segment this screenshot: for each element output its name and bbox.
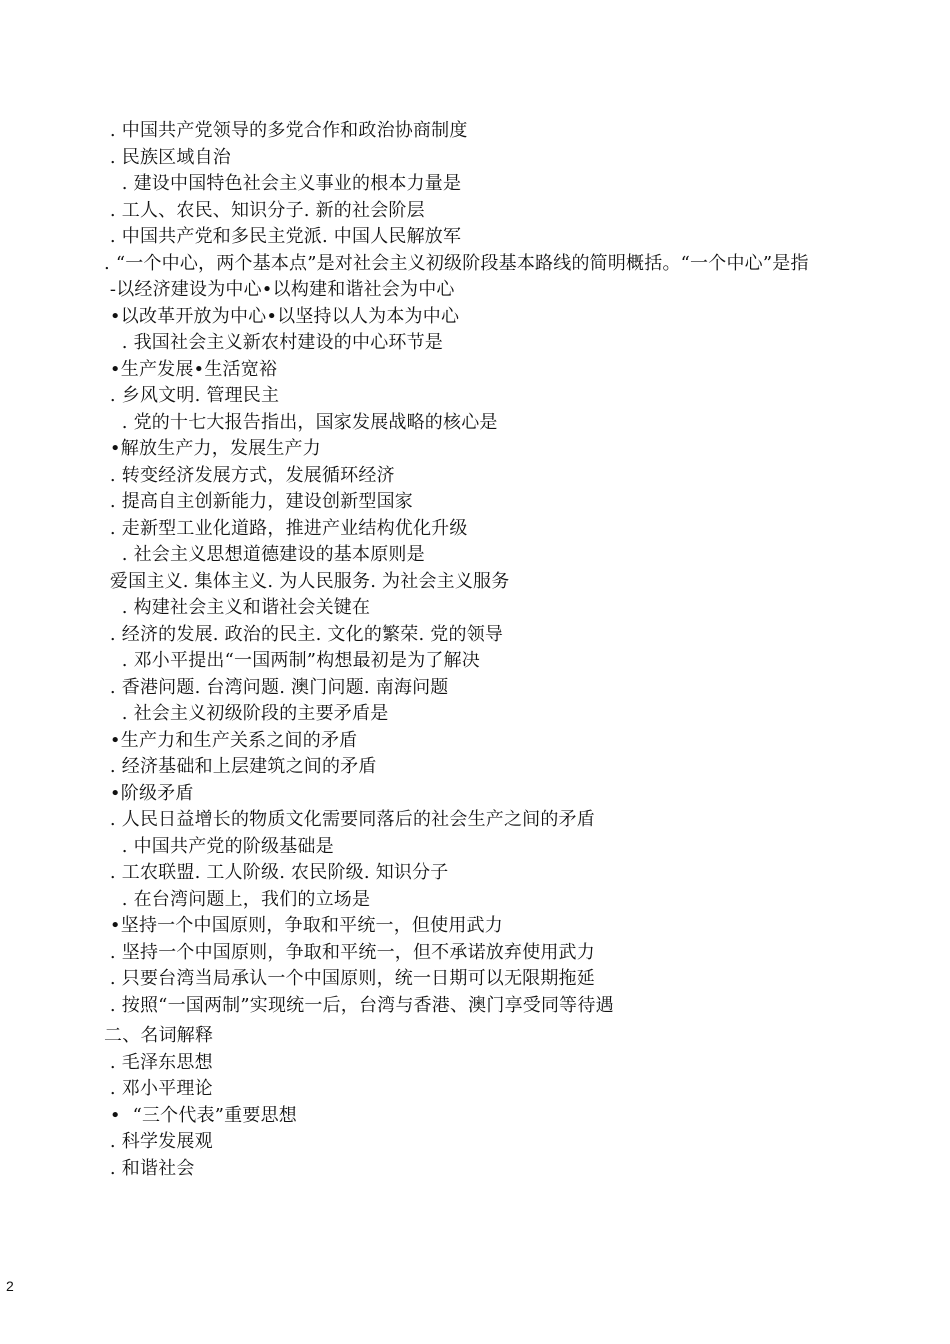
text-line: . 乡风文明. 管理民主 [104, 385, 280, 406]
section-heading: 二、名词解释 [104, 1025, 214, 1046]
text-line: • “三个代表”重要思想 [104, 1104, 297, 1126]
text-line: . 工人、农民、知识分子. 新的社会阶层 [104, 199, 425, 221]
text-line: . 工农联盟. 工人阶级. 农民阶级. 知识分子 [104, 862, 449, 883]
text-line: . 和谐社会 [104, 1157, 195, 1179]
text-line: . 毛泽东思想 [104, 1051, 213, 1073]
text-line: . 中国共产党领导的多党合作和政治协商制度 [104, 120, 468, 141]
document-body [104, 118, 844, 1182]
text-line: . 只要台湾当局承认一个中国原则，统一日期可以无限期拖延 [104, 968, 595, 989]
question-line: . 在台湾问题上，我们的立场是 [104, 888, 371, 910]
text-line: •生产力和生产关系之间的矛盾 [104, 729, 358, 751]
text-line: . 按照“一国两制”实现统一后，台湾与香港、澳门享受同等待遇 [104, 994, 614, 1016]
text-line: •坚持一个中国原则，争取和平统一，但使用武力 [104, 915, 503, 936]
question-line: . 建设中国特色社会主义事业的根本力量是 [104, 173, 462, 194]
question-line: . “一个中心，两个基本点”是对社会主义初级阶段基本路线的简明概括。“一个中心”是指 [104, 252, 809, 274]
question-line: . 邓小平提出“一国两制”构想最初是为了解决 [104, 650, 481, 671]
text-line: . 香港问题. 台湾问题. 澳门问题. 南海问题 [104, 676, 449, 698]
text-line: -以经济建设为中心•以构建和谐社会为中心 [104, 279, 455, 300]
text-line: •生产发展•生活宽裕 [104, 358, 278, 380]
question-line: . 中国共产党的阶级基础是 [104, 835, 334, 857]
text-line: . 中国共产党和多民主党派. 中国人民解放军 [104, 226, 462, 247]
text-line: . 坚持一个中国原则，争取和平统一，但不承诺放弃使用武力 [104, 941, 595, 963]
text-line: . 邓小平理论 [104, 1078, 213, 1099]
text-line: . 经济的发展. 政治的民主. 文化的繁荣. 党的领导 [104, 623, 504, 645]
question-line: . 构建社会主义和谐社会关键在 [104, 597, 371, 618]
question-line: . 社会主义初级阶段的主要矛盾是 [104, 703, 389, 724]
text-line: . 民族区域自治 [104, 146, 231, 168]
text-line: •以改革开放为中心•以坚持以人为本为中心 [104, 305, 460, 327]
page-number: 2 [6, 1278, 14, 1294]
text-line: . 经济基础和上层建筑之间的矛盾 [104, 756, 377, 777]
question-line: . 党的十七大报告指出，国家发展战略的核心是 [104, 411, 498, 433]
text-line: . 走新型工业化道路，推进产业结构优化升级 [104, 517, 468, 539]
text-line: . 人民日益增长的物质文化需要同落后的社会生产之间的矛盾 [104, 809, 595, 830]
text-line: . 转变经济发展方式，发展循环经济 [104, 464, 395, 486]
text-line: •阶级矛盾 [104, 782, 194, 804]
question-line: . 社会主义思想道德建设的基本原则是 [104, 544, 425, 565]
text-line: . 科学发展观 [104, 1131, 213, 1152]
question-line: . 我国社会主义新农村建设的中心环节是 [104, 332, 444, 353]
text-line: •解放生产力，发展生产力 [104, 438, 321, 459]
text-line: . 提高自主创新能力，建设创新型国家 [104, 491, 413, 512]
text-line: 爱国主义. 集体主义. 为人民服务. 为社会主义服务 [104, 570, 510, 592]
